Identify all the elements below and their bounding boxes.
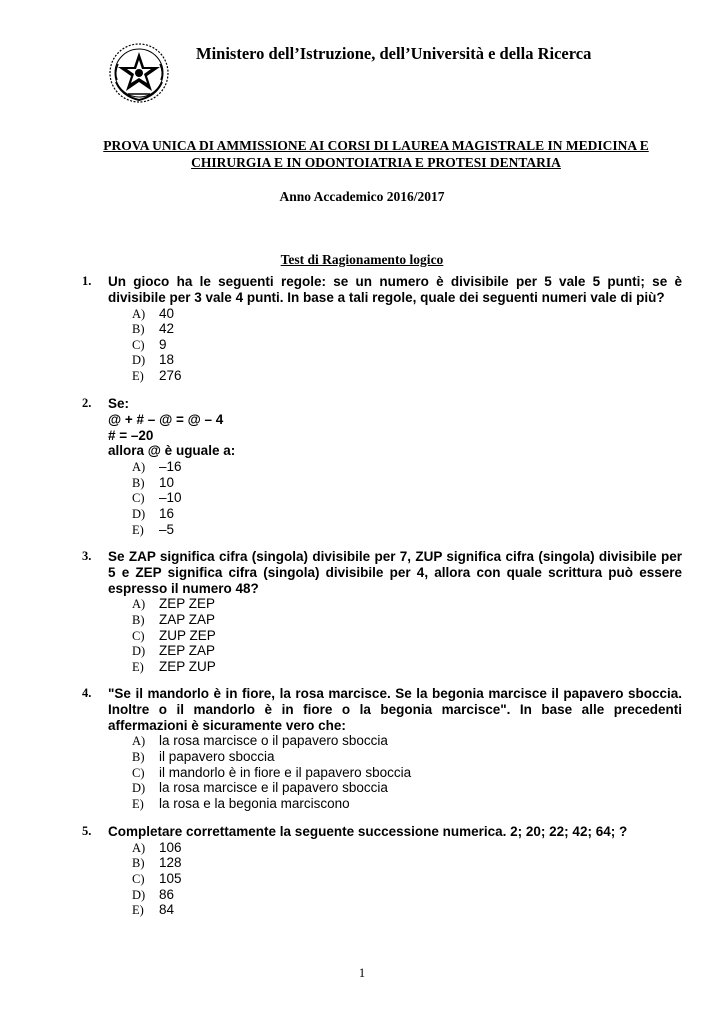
answer-option xyxy=(132,871,682,887)
option-text: la rosa marcisce e il papavero sboccia xyxy=(159,780,388,796)
option-text: ZEP ZUP xyxy=(159,658,216,674)
option-label: B) xyxy=(132,612,145,627)
option-label: D) xyxy=(132,644,146,659)
option-label: D) xyxy=(132,781,146,796)
answer-option xyxy=(132,902,682,918)
question-number: 1. xyxy=(82,274,92,288)
option-text: ZEP ZAP xyxy=(159,643,216,659)
option-label: B) xyxy=(132,322,145,337)
question-number: 5. xyxy=(82,824,92,838)
answer-option xyxy=(132,659,682,675)
question-line: Completare correttamente la seguente successione numerica. 2; 20; 22; 42; 64; ? xyxy=(108,824,628,839)
option-label: D) xyxy=(132,887,146,902)
option-text: –16 xyxy=(159,459,182,475)
option-label: C) xyxy=(132,765,145,780)
section-title: Test di Ragionamento logico xyxy=(280,252,444,267)
question-number: 2. xyxy=(82,396,92,410)
question-text xyxy=(108,824,682,840)
answer-option xyxy=(132,612,682,628)
question-line: @ + # – @ = @ – 4 xyxy=(108,411,224,427)
question-line: Se ZAP significa cifra (singola) divisibile per 7, ZUP significa cifra (singola) divisibile per 5 e ZEP significa cifra (singola) divisibile per 4, allora con quale scrittura può essere espresso il numero 48? xyxy=(108,549,682,596)
option-text: il papavero sboccia xyxy=(159,748,275,764)
exam-title-line-1: PROVA UNICA DI AMMISSIONE AI CORSI DI LAUREA MAGISTRALE IN MEDICINA E xyxy=(103,138,649,153)
question-line: # = –20 xyxy=(108,427,154,443)
answer-option xyxy=(132,506,682,522)
question-text xyxy=(108,549,682,596)
option-text: ZUP ZEP xyxy=(159,627,216,643)
question-2 xyxy=(82,396,682,553)
option-text: 276 xyxy=(159,367,182,383)
question-line: Un gioco ha le seguenti regole: se un numero è divisibile per 5 vale 5 punti; se è divisibile per 3 vale 4 punti. In base a tali regole, quale dei seguenti numeri vale di più? xyxy=(108,274,682,305)
option-text: 9 xyxy=(159,336,167,352)
academic-year: Anno Accademico 2016/2017 xyxy=(279,189,445,204)
option-text: –5 xyxy=(159,521,175,537)
answer-options xyxy=(132,306,682,384)
answer-option xyxy=(132,596,682,612)
option-text: –10 xyxy=(159,490,182,506)
answer-option xyxy=(132,459,682,475)
option-text: la rosa e la begonia marciscono xyxy=(159,795,350,811)
answer-option xyxy=(132,628,682,644)
option-label: A) xyxy=(132,734,146,749)
question-3 xyxy=(82,549,682,690)
question-text xyxy=(108,274,682,306)
option-text: 42 xyxy=(159,321,175,337)
option-label: E) xyxy=(132,522,144,537)
option-label: A) xyxy=(132,306,146,321)
option-text: 128 xyxy=(159,855,182,871)
question-4 xyxy=(82,686,682,827)
answer-option xyxy=(132,352,682,368)
answer-options xyxy=(132,459,682,537)
answer-option xyxy=(132,855,682,871)
option-label: D) xyxy=(132,353,146,368)
option-label: C) xyxy=(132,491,145,506)
option-text: 106 xyxy=(159,839,182,855)
page-number: 1 xyxy=(358,966,366,980)
question-text xyxy=(108,686,682,733)
answer-options xyxy=(132,840,682,918)
option-label: B) xyxy=(132,749,145,764)
answer-option xyxy=(132,337,682,353)
answer-option xyxy=(132,643,682,659)
option-label: C) xyxy=(132,628,145,643)
option-text: il mandorlo è in fiore e il papavero sboccia xyxy=(159,764,412,780)
answer-option xyxy=(132,368,682,384)
option-text: la rosa marcisce o il papavero sboccia xyxy=(159,733,388,749)
option-label: A) xyxy=(132,840,146,855)
option-text: 16 xyxy=(159,505,175,521)
answer-option xyxy=(132,321,682,337)
exam-title xyxy=(60,137,692,171)
question-1 xyxy=(82,274,682,400)
question-text xyxy=(108,396,682,459)
option-text: 10 xyxy=(159,474,175,490)
answer-option xyxy=(132,749,682,765)
answer-option xyxy=(132,780,682,796)
question-number: 3. xyxy=(82,549,92,563)
italian-republic-emblem-icon xyxy=(108,42,170,104)
answer-option xyxy=(132,733,682,749)
answer-options xyxy=(132,596,682,674)
option-text: 18 xyxy=(159,352,175,368)
question-number: 4. xyxy=(82,686,92,700)
answer-option xyxy=(132,490,682,506)
question-line: Se: xyxy=(108,396,130,411)
exam-title-line-2: CHIRURGIA E IN ODONTOIATRIA E PROTESI DENTARIA xyxy=(191,155,561,170)
answer-option xyxy=(132,840,682,856)
option-label: C) xyxy=(132,871,145,886)
option-label: E) xyxy=(132,796,144,811)
option-text: ZEP ZEP xyxy=(159,596,216,612)
option-text: ZAP ZAP xyxy=(159,611,216,627)
option-label: B) xyxy=(132,856,145,871)
answer-option xyxy=(132,765,682,781)
option-label: A) xyxy=(132,460,146,475)
option-label: E) xyxy=(132,659,144,674)
option-text: 84 xyxy=(159,902,175,918)
option-text: 40 xyxy=(159,305,175,321)
answer-option xyxy=(132,475,682,491)
answer-option xyxy=(132,796,682,812)
question-5 xyxy=(82,824,682,934)
answer-option xyxy=(132,522,682,538)
answer-options xyxy=(132,733,682,811)
option-label: E) xyxy=(132,368,144,383)
answer-option xyxy=(132,306,682,322)
option-label: E) xyxy=(132,903,144,918)
ministry-name: Ministero dell’Istruzione, dell’Università e della Ricerca xyxy=(196,44,592,63)
question-line: "Se il mandorlo è in fiore, la rosa marcisce. Se la begonia marcisce il papavero sboccia. Inoltre o il mandorlo è in fiore o la begonia marcisce". In base alle precedenti affermazioni è sicuramente vero che: xyxy=(108,686,682,733)
option-label: B) xyxy=(132,475,145,490)
option-label: D) xyxy=(132,506,146,521)
option-text: 105 xyxy=(159,870,182,886)
option-label: A) xyxy=(132,597,146,612)
option-label: C) xyxy=(132,337,145,352)
answer-option xyxy=(132,887,682,903)
option-text: 86 xyxy=(159,886,175,902)
question-line: allora @ è uguale a: xyxy=(108,443,236,459)
